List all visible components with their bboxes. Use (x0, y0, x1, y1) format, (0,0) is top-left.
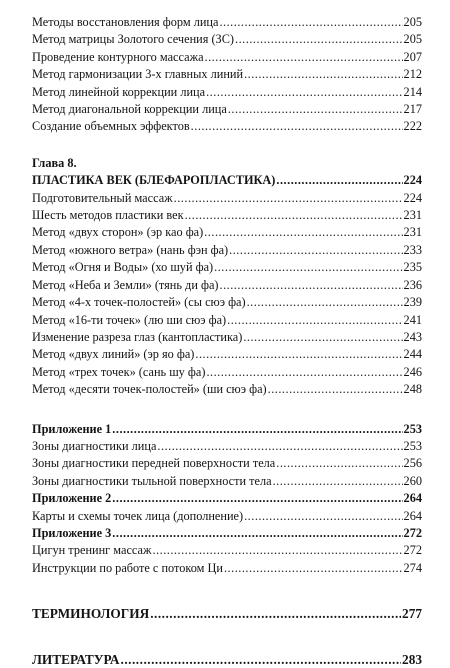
toc-chapter-8 (32, 155, 422, 399)
toc-entry: Метод матрицы Золотого сечения (ЗС) ..... 205 (32, 31, 422, 48)
toc-entry: Проведение контурного массажа ..... 207 (32, 49, 422, 66)
toc-entry: Метод гармонизации 3-х главных линий ..... 212 (32, 66, 422, 83)
toc-section-top (32, 14, 422, 136)
literature-entry: ЛИТЕРАТУРА ..... 283 (32, 651, 422, 668)
toc-entry: Метод линейной коррекции лица ..... 214 (32, 84, 422, 101)
toc-entry: Зоны диагностики передней поверхности тела ..... 256 (32, 455, 422, 472)
toc-entry: Шесть методов пластики век ..... 231 (32, 207, 422, 224)
toc-entry: Создание объемных эффектов ..... 222 (32, 118, 422, 135)
terminology-entry: ТЕРМИНОЛОГИЯ ..... 277 (32, 605, 422, 622)
toc-entry: Метод «Неба и Земли» (тянь ди фа) ..... 236 (32, 277, 422, 294)
toc-entry: Карты и схемы точек лица (дополнение) ..... 264 (32, 508, 422, 525)
toc-entry: Метод «трех точек» (сань шу фа) ..... 246 (32, 364, 422, 381)
toc-entry: Изменение разреза глаз (кантопластика) ..... 243 (32, 329, 422, 346)
table-of-contents (32, 14, 422, 668)
chapter-title-entry: ПЛАСТИКА ВЕК (БЛЕФАРОПЛАСТИКА) ..... 224 (32, 172, 422, 189)
appendix-2-entry: Приложение 2 ..... 264 (32, 490, 422, 507)
toc-entry: Инструкции по работе с потоком Ци ..... 274 (32, 560, 422, 577)
toc-entry: Метод диагональной коррекции лица ..... 217 (32, 101, 422, 118)
toc-appendices (32, 421, 422, 578)
toc-entry: Метод «двух сторон» (эр као фа) ..... 231 (32, 224, 422, 241)
toc-entry: Метод «десяти точек-полостей» (ши сюэ фа) ..... 248 (32, 381, 422, 398)
toc-entry: Подготовительный массаж ..... 224 (32, 190, 422, 207)
appendix-1-entry: Приложение 1 ..... 253 (32, 421, 422, 438)
toc-entry: Метод «двух линий» (эр яо фа) ..... 244 (32, 346, 422, 363)
appendix-3-entry: Приложение 3 ..... 272 (32, 525, 422, 542)
toc-entry: Методы восстановления форм лица ..... 205 (32, 14, 422, 31)
toc-entry: Зоны диагностики лица ..... 253 (32, 438, 422, 455)
toc-entry: Цигун тренинг массаж ..... 272 (32, 542, 422, 559)
toc-entry: Метод «4-х точек-полостей» (сы сюэ фа) ..... 239 (32, 294, 422, 311)
toc-entry: Метод «16-ти точек» (лю ши сюэ фа) ..... 241 (32, 312, 422, 329)
toc-entry: Метод «Огня и Воды» (хо шуй фа) ..... 235 (32, 259, 422, 276)
chapter-label: Глава 8. (32, 155, 77, 170)
toc-entry: Метод «южного ветра» (нань фэн фа) ..... 233 (32, 242, 422, 259)
toc-entry: Зоны диагностики тыльной поверхности тела ..... 260 (32, 473, 422, 490)
